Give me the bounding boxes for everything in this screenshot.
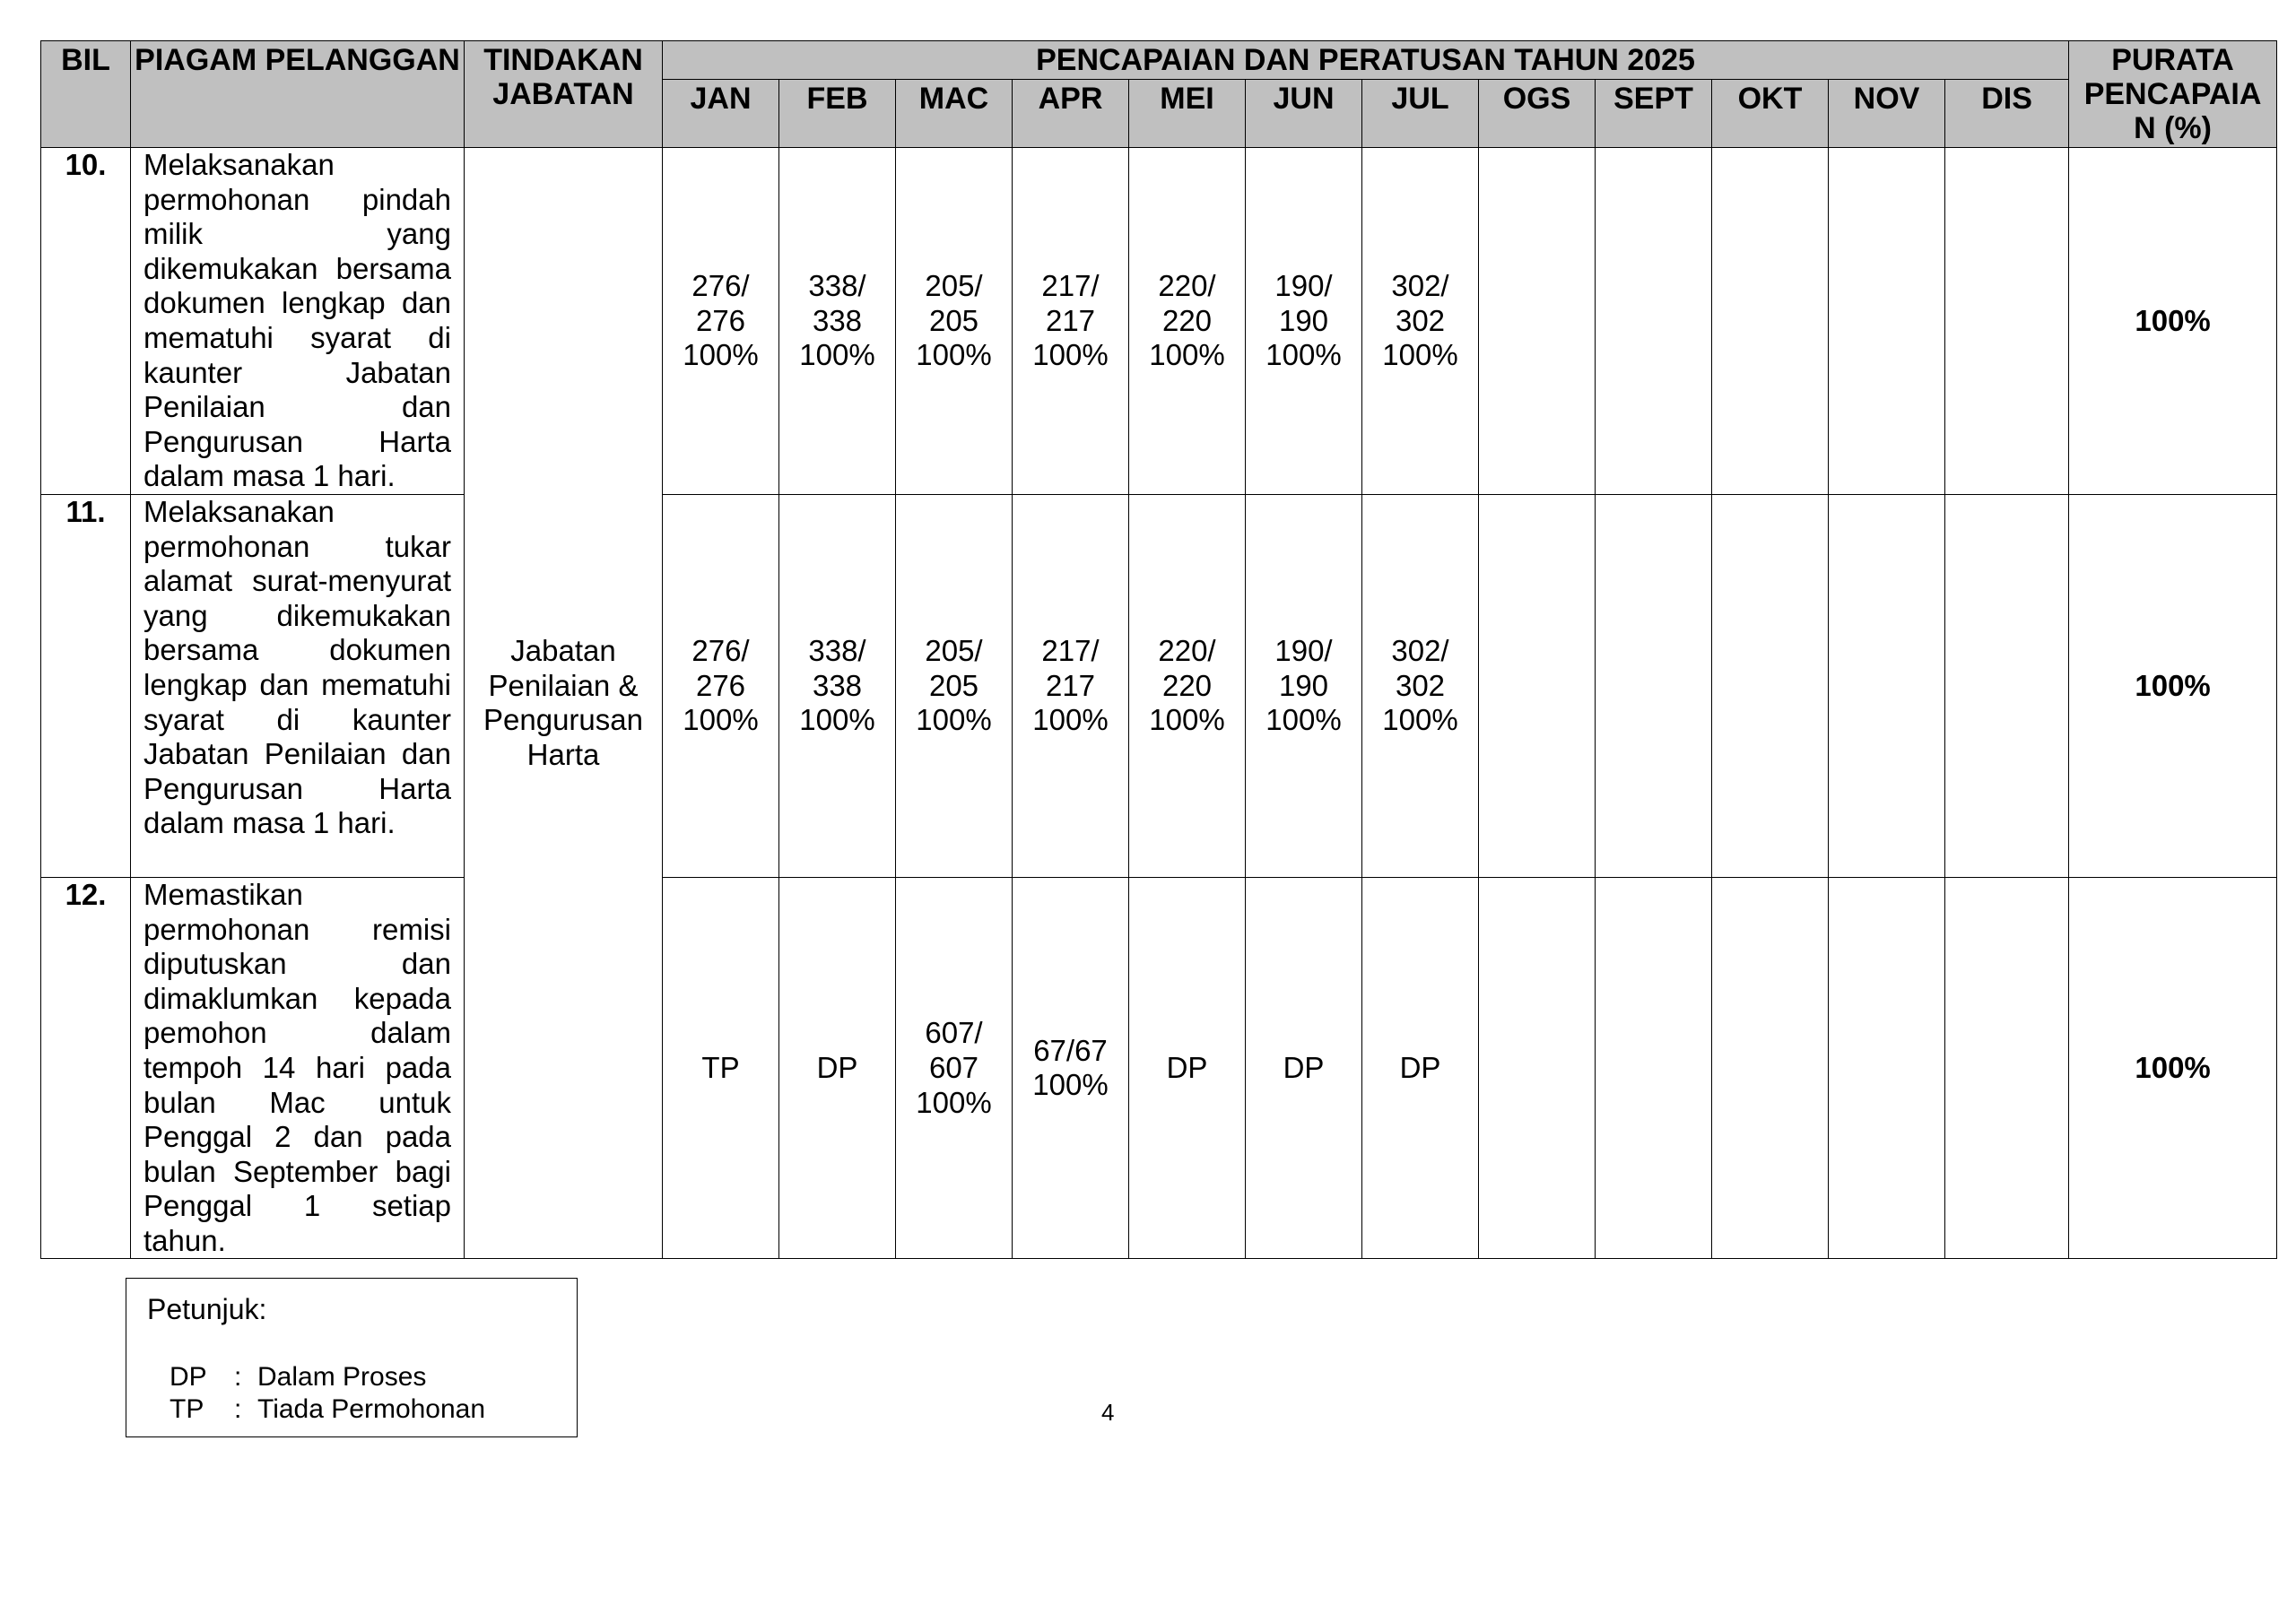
month-value (1596, 494, 1712, 877)
month-header: OGS (1479, 80, 1596, 148)
tindakan-jabatan: Jabatan Penilaian & Pengurusan Harta (465, 148, 663, 1259)
month-value: 276/ 276 100% (663, 494, 779, 877)
month-value: 217/ 217 100% (1013, 494, 1129, 877)
month-value: 205/ 205 100% (896, 148, 1013, 495)
month-value: DP (779, 877, 896, 1259)
month-value (1596, 877, 1712, 1259)
table-row (41, 877, 2277, 1259)
page-number: 4 (1101, 1399, 1115, 1426)
month-header: NOV (1829, 80, 1945, 148)
month-value: 338/ 338 100% (779, 148, 896, 495)
month-value: 302/ 302 100% (1362, 148, 1479, 495)
col-header-purata: PURATA PENCAPAIA N (%) (2069, 41, 2277, 148)
month-value (1712, 148, 1829, 495)
month-header: DIS (1945, 80, 2069, 148)
month-value: 190/ 190 100% (1246, 148, 1362, 495)
legend-box (126, 1278, 578, 1437)
month-value: DP (1246, 877, 1362, 1259)
legend-code: TP (170, 1394, 204, 1424)
month-value: 276/ 276 100% (663, 148, 779, 495)
month-value: 220/ 220 100% (1129, 148, 1246, 495)
month-value: DP (1362, 877, 1479, 1259)
piagam-text: Melaksanakan permohonan tukar alamat surat-menyurat yang dikemukakan bersama dokumen lengkap dan mematuhi syarat di kaunter Jabatan Penilaian dan Pengurusan Harta dalam masa 1 hari. (131, 494, 465, 877)
month-header: FEB (779, 80, 896, 148)
month-value (1829, 494, 1945, 877)
achievement-table (40, 40, 2277, 1259)
col-header-tindakan: TINDAKAN JABATAN (465, 41, 663, 148)
month-value (1829, 148, 1945, 495)
month-value (1479, 877, 1596, 1259)
month-header: SEPT (1596, 80, 1712, 148)
purata-value: 100% (2069, 494, 2277, 877)
month-value (1945, 494, 2069, 877)
table-row (41, 148, 2277, 495)
legend-separator: : (234, 1394, 242, 1424)
legend-description: Tiada Permohonan (257, 1394, 486, 1424)
table-row (41, 494, 2277, 877)
month-value: 338/ 338 100% (779, 494, 896, 877)
month-value (1479, 148, 1596, 495)
col-header-bil: BIL (41, 41, 131, 148)
row-number: 11. (41, 494, 131, 877)
legend-item (170, 1393, 485, 1426)
month-value: 220/ 220 100% (1129, 494, 1246, 877)
col-header-piagam: PIAGAM PELANGGAN (131, 41, 465, 148)
header-row-1 (41, 41, 2277, 80)
piagam-text: Melaksanakan permohonan pindah milik yang dikemukakan bersama dokumen lengkap dan mematuhi syarat di kaunter Jabatan Penilaian dan Pengurusan Harta dalam masa 1 hari. (131, 148, 465, 495)
row-number: 10. (41, 148, 131, 495)
legend-title: Petunjuk: (147, 1293, 267, 1325)
month-value (1479, 494, 1596, 877)
legend-description: Dalam Proses (257, 1362, 427, 1392)
legend-code: DP (170, 1362, 207, 1392)
month-header: JUN (1246, 80, 1362, 148)
month-header: MEI (1129, 80, 1246, 148)
month-value (1712, 877, 1829, 1259)
month-value: 217/ 217 100% (1013, 148, 1129, 495)
month-header: JAN (663, 80, 779, 148)
month-header: OKT (1712, 80, 1829, 148)
month-value: DP (1129, 877, 1246, 1259)
month-value: 67/67 100% (1013, 877, 1129, 1259)
month-header: JUL (1362, 80, 1479, 148)
month-value (1712, 494, 1829, 877)
month-value: 190/ 190 100% (1246, 494, 1362, 877)
month-value (1596, 148, 1712, 495)
legend-item (170, 1361, 426, 1393)
month-header: APR (1013, 80, 1129, 148)
month-value: 205/ 205 100% (896, 494, 1013, 877)
piagam-text: Memastikan permohonan remisi diputuskan dan dimaklumkan kepada pemohon dalam tempoh 14 hari pada bulan Mac untuk Penggal 2 dan pada bulan September bagi Penggal 1 setiap tahun. (131, 877, 465, 1259)
purata-value: 100% (2069, 148, 2277, 495)
month-value: TP (663, 877, 779, 1259)
month-value: 607/ 607 100% (896, 877, 1013, 1259)
month-value (1945, 148, 2069, 495)
col-header-pencapaian: PENCAPAIAN DAN PERATUSAN TAHUN 2025 (663, 41, 2069, 80)
month-value (1829, 877, 1945, 1259)
purata-value: 100% (2069, 877, 2277, 1259)
month-header: MAC (896, 80, 1013, 148)
month-value (1945, 877, 2069, 1259)
legend-separator: : (234, 1362, 242, 1392)
month-value: 302/ 302 100% (1362, 494, 1479, 877)
row-number: 12. (41, 877, 131, 1259)
